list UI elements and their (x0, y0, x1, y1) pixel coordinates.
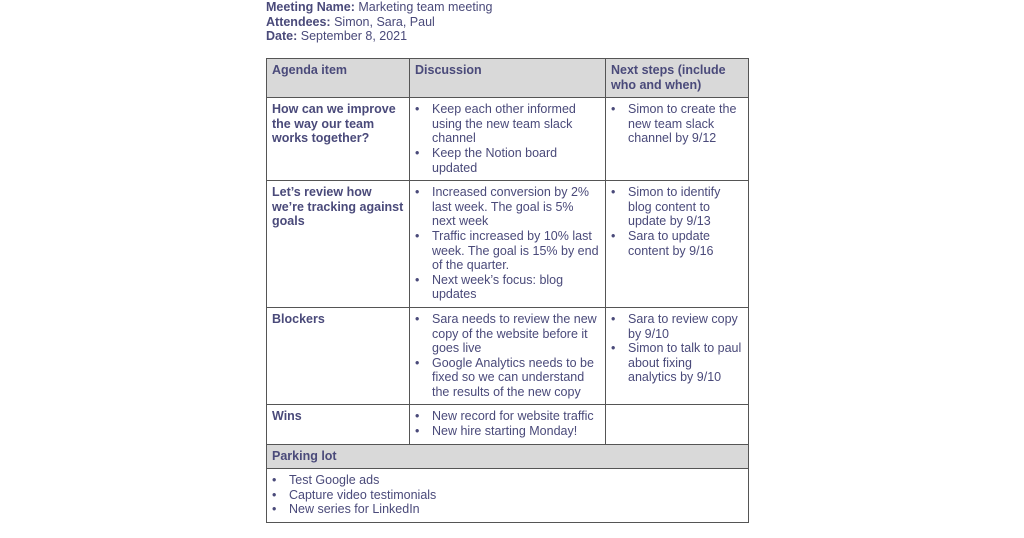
next-steps-cell (606, 307, 749, 405)
date-line (266, 29, 492, 44)
list-item: • Keep the Notion board updated (415, 146, 600, 175)
discussion-cell (410, 181, 606, 308)
attendees-value: Simon, Sara, Paul (334, 14, 435, 29)
table-header-row (267, 59, 749, 98)
list-item: • Sara to review copy by 9/10 (611, 312, 743, 341)
parking-lot-list (272, 473, 743, 517)
next-steps-list (611, 102, 743, 146)
parking-lot-cell (267, 469, 749, 523)
list-item: • Keep each other informed using the new team slack channel (415, 102, 600, 146)
agenda-topic: Let’s review how we’re tracking against goals (267, 181, 410, 308)
date-value: September 8, 2021 (300, 29, 408, 44)
list-item: • Sara needs to review the new copy of the website before it goes live (415, 312, 600, 356)
discussion-cell (410, 405, 606, 444)
list-item: • Capture video testimonials (272, 488, 743, 503)
list-item: • Google Analytics needs to be fixed so we can understand the results of the new copy (415, 356, 600, 400)
attendees-line (266, 15, 492, 30)
next-steps-cell (606, 405, 749, 444)
meeting-name-label: Meeting Name: (266, 0, 355, 14)
list-item: • New series for LinkedIn (272, 502, 743, 517)
list-item: • Sara to update content by 9/16 (611, 229, 743, 258)
list-item: • Next week’s focus: blog updates (415, 273, 600, 302)
parking-lot-label: Parking lot (267, 444, 749, 469)
table-row (267, 307, 749, 405)
discussion-cell (410, 98, 606, 181)
agenda-topic: Blockers (267, 307, 410, 405)
list-item: • New hire starting Monday! (415, 424, 600, 439)
discussion-list (415, 409, 600, 438)
parking-lot-row (267, 469, 749, 523)
meeting-name-line (266, 0, 492, 15)
table-row (267, 98, 749, 181)
list-item: • Increased conversion by 2% last week. The goal is 5% next week (415, 185, 600, 229)
agenda-topic: Wins (267, 405, 410, 444)
list-item: • Simon to identify blog content to update by 9/13 (611, 185, 743, 229)
discussion-list (415, 185, 600, 302)
list-item: • Simon to talk to paul about fixing analytics by 9/10 (611, 341, 743, 385)
attendees-label: Attendees: (266, 14, 331, 29)
list-item: • Simon to create the new team slack channel by 9/12 (611, 102, 743, 146)
discussion-cell (410, 307, 606, 405)
next-steps-cell (606, 98, 749, 181)
column-header-agenda-item: Agenda item (267, 59, 410, 98)
next-steps-list (611, 185, 743, 258)
parking-lot-header-row (267, 444, 749, 469)
next-steps-cell (606, 181, 749, 308)
table-row (267, 405, 749, 444)
list-item: • New record for website traffic (415, 409, 600, 424)
meeting-name-value: Marketing team meeting (358, 0, 493, 14)
list-item: • Traffic increased by 10% last week. The goal is 15% by end of the quarter. (415, 229, 600, 273)
date-label: Date: (266, 29, 298, 44)
column-header-discussion: Discussion (410, 59, 606, 98)
column-header-next-steps: Next steps (include who and when) (606, 59, 749, 98)
list-item: • Test Google ads (272, 473, 743, 488)
table-row (267, 181, 749, 308)
discussion-list (415, 312, 600, 400)
agenda-table (266, 58, 749, 523)
agenda-topic: How can we improve the way our team works together? (267, 98, 410, 181)
meeting-header (266, 0, 492, 44)
discussion-list (415, 102, 600, 175)
next-steps-list (611, 312, 743, 385)
